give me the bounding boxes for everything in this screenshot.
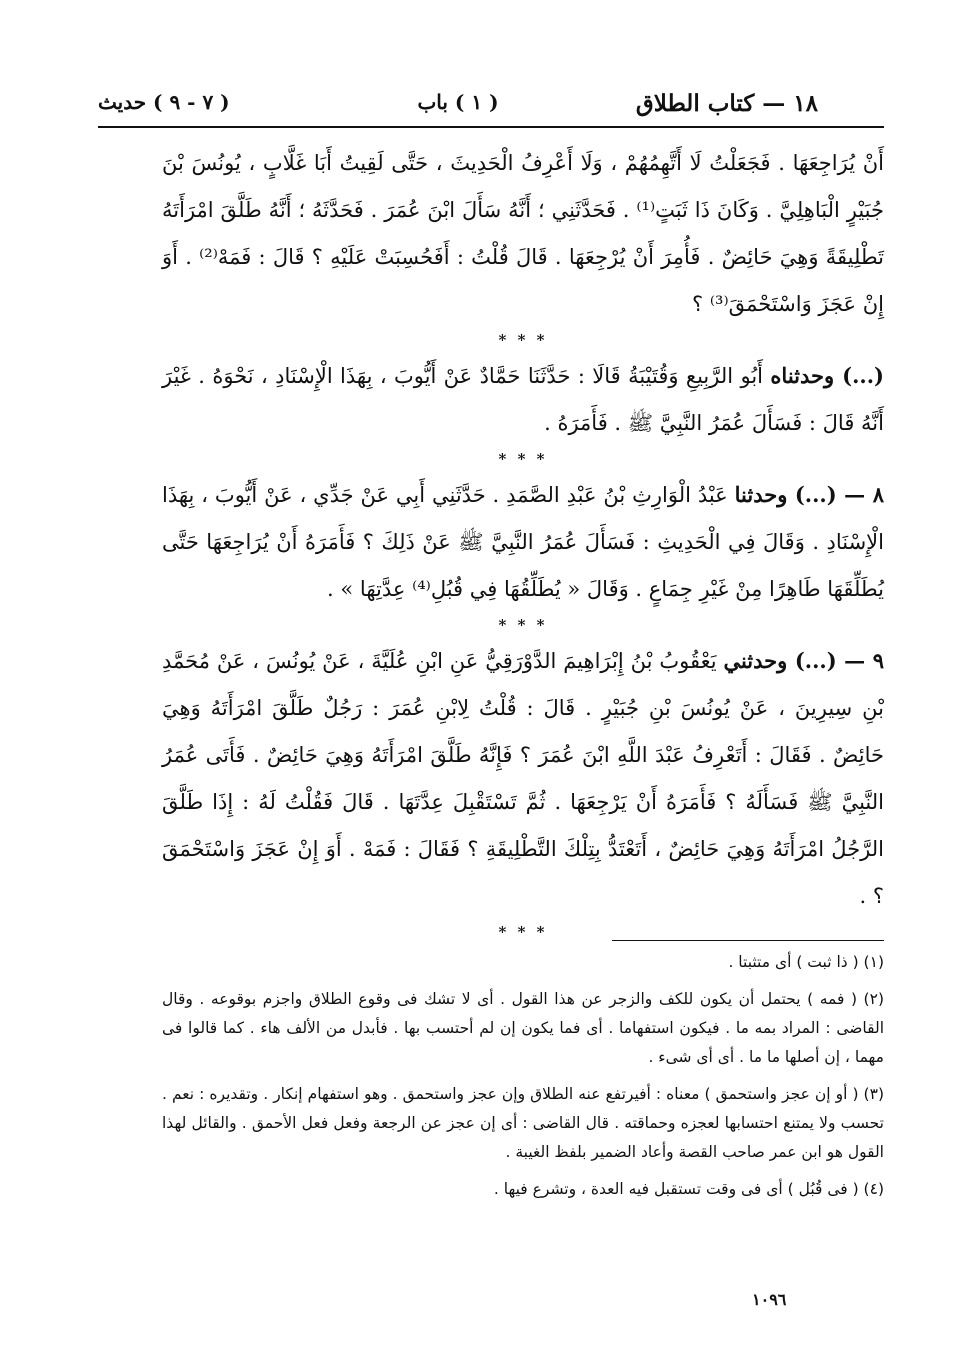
hadith-block [162,471,884,613]
hadith-range: ( ٧ - ٩ ) حديث [98,90,230,114]
section-separator: * * * [498,923,548,941]
hadith-text: يَعْقُوبُ بْنُ إِبْرَاهِيمَ الدَّوْرَقِيُّ عَنِ ابْنِ عُلَيَّةَ ، عَنْ يُونُسَ ، عَنْ مُحَمَّدِ بْنِ سِيرِينَ ، عَنْ يُونُسَ بْنِ جُبَيْرٍ . قَالَ : قُلْتُ لِابْنِ عُمَرَ : رَجُلٌ طَلَّقَ امْرَأَتَهُ وَهِيَ حَائِضٌ . فَقَالَ : أَتَعْرِفُ عَبْدَ اللَّهِ ابْنَ عُمَرَ ؟ فَإِنَّهُ طَلَّقَ امْرَأَتَهُ وَهِيَ حَائِضٌ . فَأَتَى عُمَرُ النَّبِيَّ ﷺ فَسَأَلَهُ ؟ فَأَمَرَهُ أَنْ يَرْجِعَهَا . ثُمَّ تَسْتَقْبِلَ عِدَّتَهَا . قَالَ فَقُلْتُ لَهُ : إِذَا طَلَّقَ الرَّجُلُ امْرَأَتَهُ وَهِيَ حَائِضٌ ، أَتَعْتَدُّ بِتِلْكَ التَّطْلِيقَةِ ؟ فَقَالَ : فَمَهْ . أَوَ إِنْ عَجَزَ وَاسْتَحْمَقَ ؟ . [162,649,884,908]
footnotes [162,948,884,1212]
hadith-number: ٨ — (...) وحدثنا [734,482,884,507]
main-text [162,140,884,944]
hadith-text: عَبْدُ الْوَارِثِ بْنُ عَبْدِ الصَّمَدِ . حَدَّثَنِي أَبِي عَنْ جَدِّي ، عَنْ أَيُّوبَ ، بِهَذَا الْإِسْنَادِ . وَقَالَ فِي الْحَدِيثِ : فَسَأَلَ عُمَرُ النَّبِيَّ ﷺ عَنْ ذَلِكَ ؟ فَأَمَرَهُ أَنْ يُرَاجِعَهَا حَتَّى يُطَلِّقَهَا طَاهِرًا مِنْ غَيْرِ جِمَاعٍ . وَقَالَ « يُطَلِّقُهَا فِي قُبُلِ⁽⁴⁾ عِدَّتِهَا » . [162,483,884,601]
footnote: (٢) ( فمه ) يحتمل أن يكون للكف والزجر عن هذا القول . أى لا تشك فى وقوع الطلاق واجزم بوقوعه . وقال القاضى : المراد بمه ما . فيكون استفهاما . أى فما يكون إن لم أحتسب بها . فأبدل من الألف هاء . كما قالوا فى مهما ، إن أصلها ما ما . أى أى شىء . [162,990,884,1066]
hadith-text: أَبُو الرَّبِيعِ وَقُتَيْبَةُ قَالَا : حَدَّثَنَا حَمَّادٌ عَنْ أَيُّوبَ ، بِهَذَا الْإِسْنَادِ ، نَحْوَهُ . غَيْرَ أَنَّهُ قَالَ : فَسَأَلَ عُمَرُ النَّبِيَّ ﷺ . فَأَمَرَهُ . [162,364,884,435]
header-divider [98,126,884,128]
section-separator: * * * [498,450,548,468]
hadith-text: أَنْ يُرَاجِعَهَا . فَجَعَلْتُ لَا أَتَّهِمُهُمْ ، وَلَا أَعْرِفُ الْحَدِيثَ ، حَتَّى لَقِيتُ أَبَا غَلَّابٍ ، يُونُسَ بْنَ جُبَيْرٍ الْبَاهِلِيَّ . وَكَانَ ذَا ثَبَتٍ⁽¹⁾ . فَحَدَّثَنِي ؛ أَنَّهُ سَأَلَ ابْنَ عُمَرَ . فَحَدَّثَهُ ؛ أَنَّهُ طَلَّقَ امْرَأَتَهُ تَطْلِيقَةً وَهِيَ حَائِضٌ . فَأُمِرَ أَنْ يُرْجِعَهَا . قَالَ قُلْتُ : أَفَحُسِبَتْ عَلَيْهِ ؟ قَالَ : فَمَهْ⁽²⁾ . أَوَ إِنْ عَجَزَ وَاسْتَحْمَقَ⁽³⁾ ؟ [162,151,884,316]
hadith-block [162,637,884,920]
hadith-continuation [162,140,884,328]
chapter-label: ( ١ ) باب [417,90,499,114]
running-header [98,82,818,128]
section-separator: * * * [498,616,548,634]
hadith-number: ٩ — (...) وحدثني [723,648,884,673]
footnote: (٣) ( أو إن عجز واستحمق ) معناه : أفيرتفع عنه الطلاق وإن عجز واستحمق . وهو استفهام إنكار . وتقديره : نعم . تحسب ولا يمتنع احتسابها لعجزه وحماقته . قال القاضى : أى إن عجز عن الرجعة وفعل فعل الأحمق . والقائل لهذا القول هو ابن عمر صاحب القصة وأعاد الضمير بلفظ الغيبة . [162,1085,884,1161]
hadith-block [162,352,884,447]
page-number: ١٠٩٦ [752,1290,787,1309]
book-title: ١٨ — كتاب الطلاق [635,90,818,117]
footnote: (٤) ( فى قُبُل ) أى فى وقت تستقبل فيه العدة ، وتشرع فيها . [493,1180,884,1198]
section-separator: * * * [498,331,548,349]
footnote-divider [612,940,884,941]
footnote: (١) ( ذا ثبت ) أى متثبتا . [728,953,884,971]
hadith-number: (...) وحدثناه [770,363,884,388]
